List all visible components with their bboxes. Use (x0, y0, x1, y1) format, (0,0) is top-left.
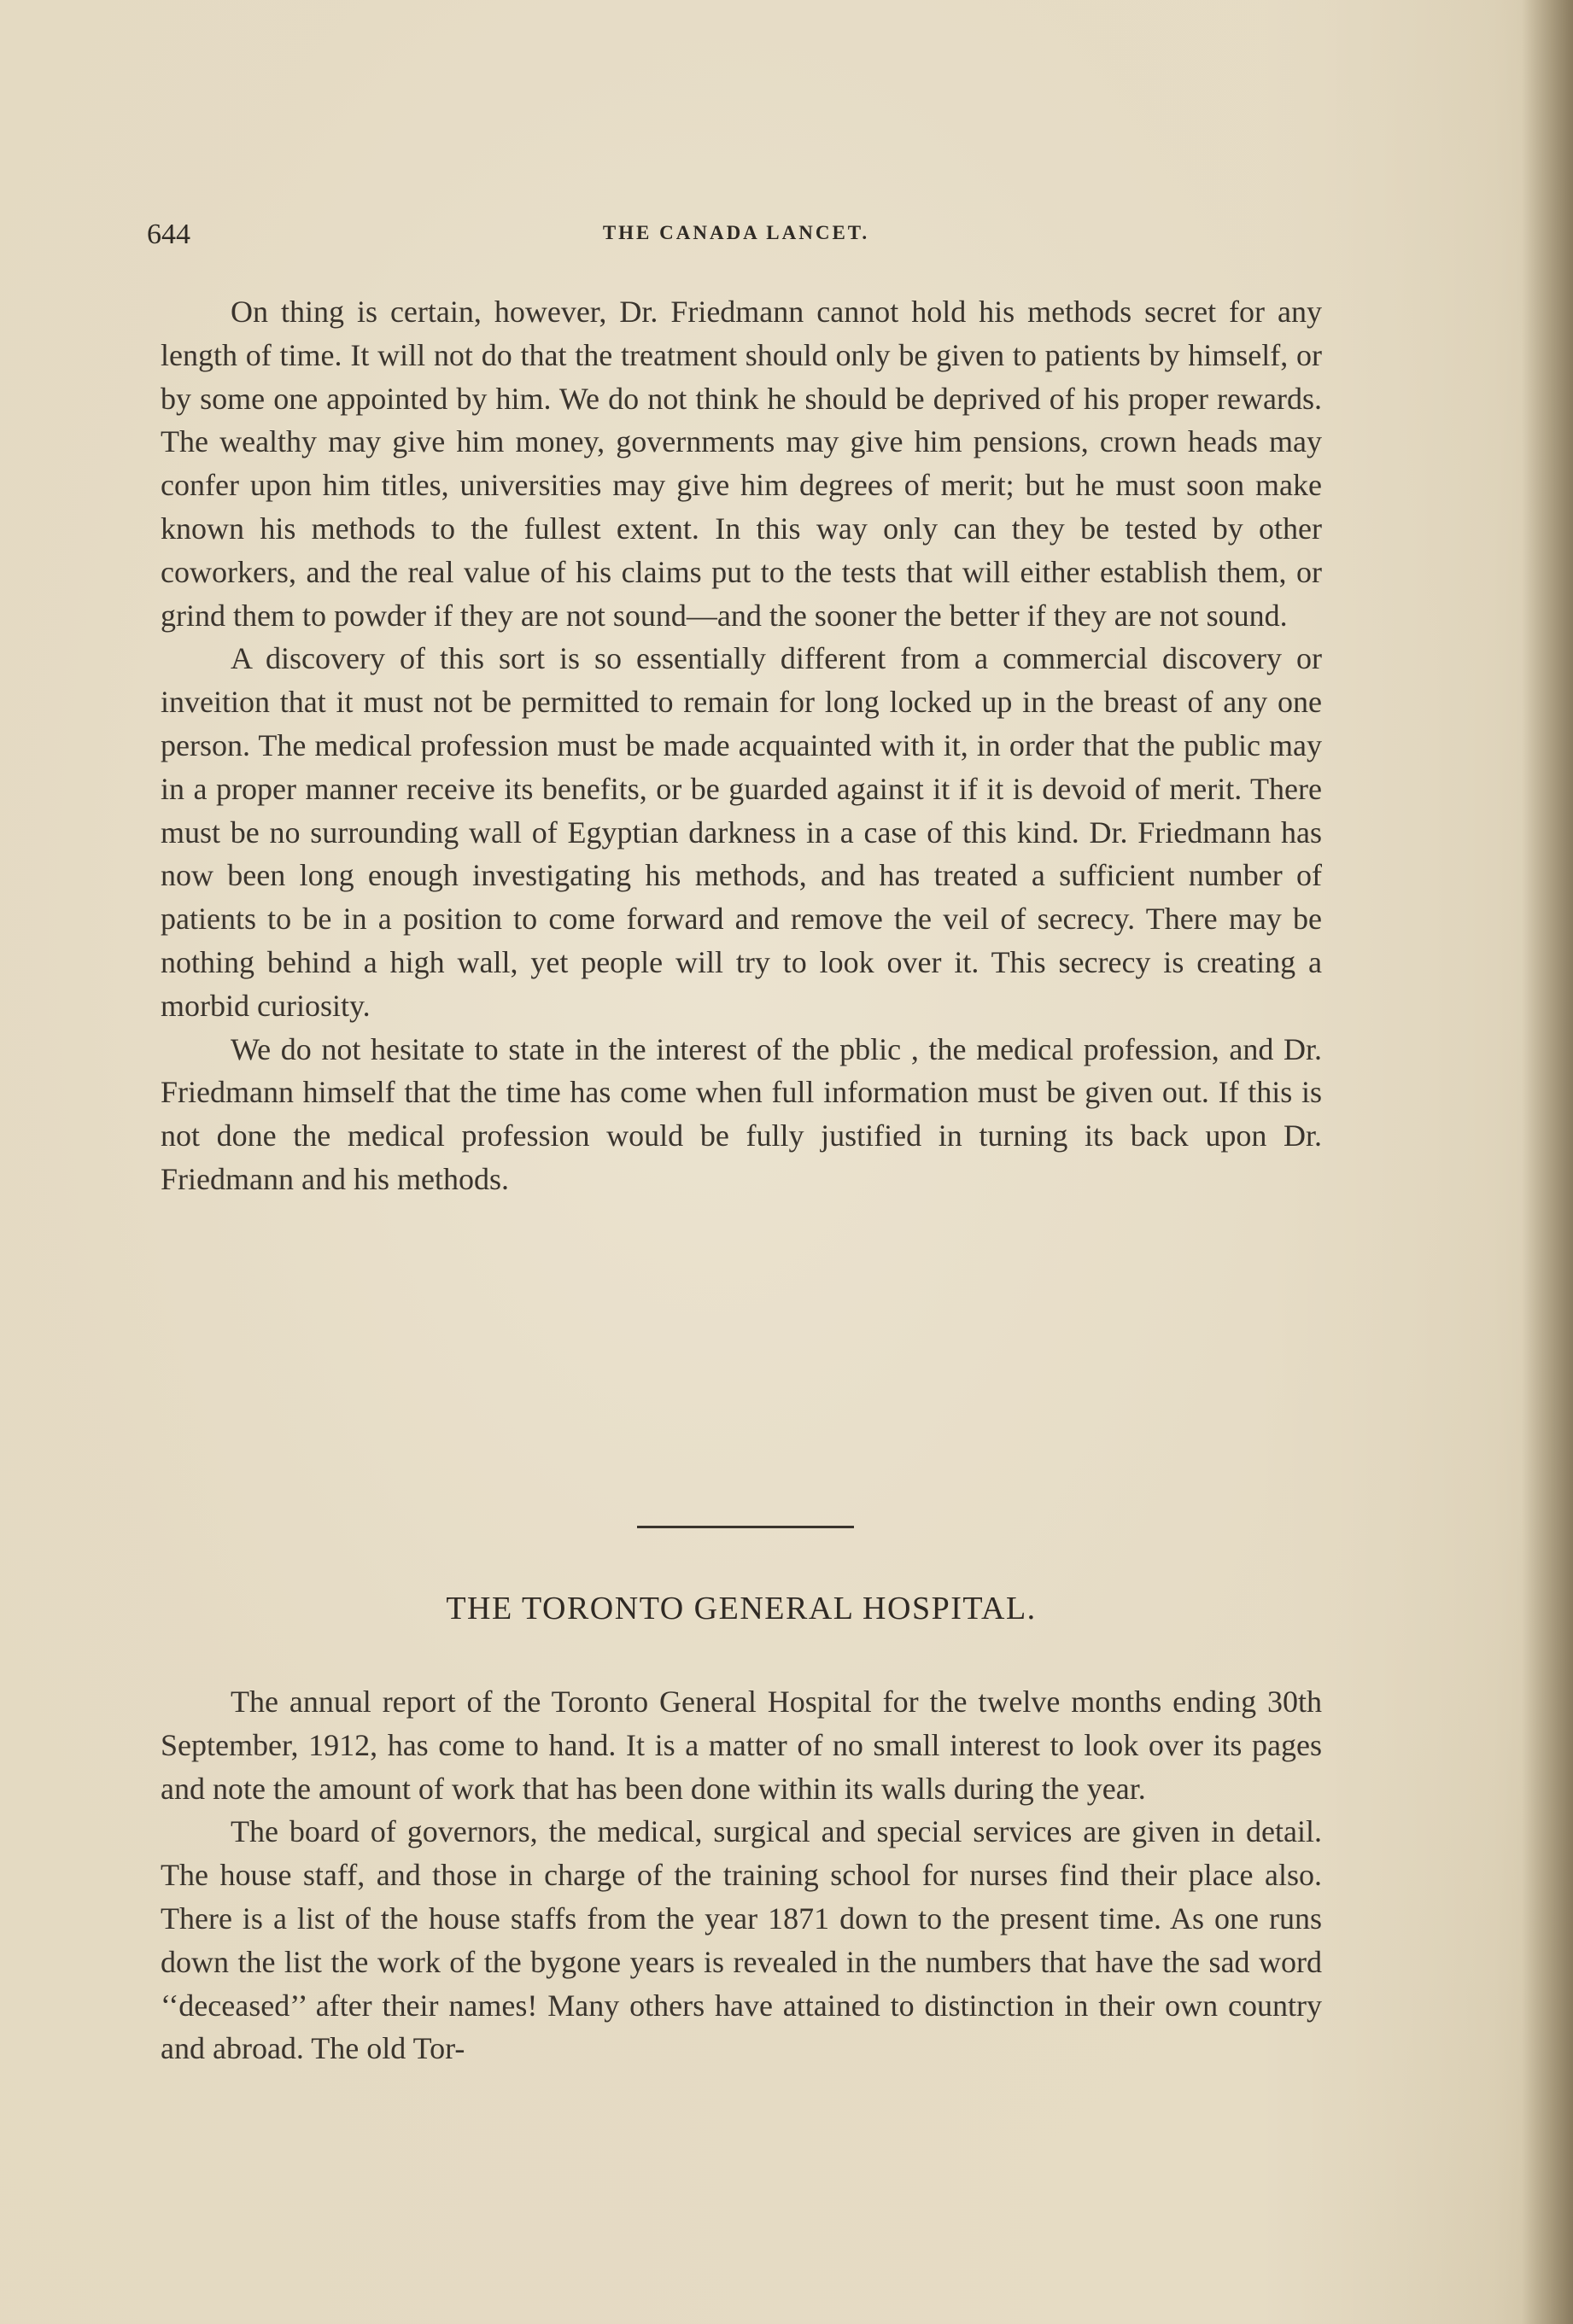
running-head: THE CANADA LANCET. (602, 222, 870, 243)
page-header (147, 212, 1325, 263)
paragraph: The board of governors, the medical, surgical and special services are given in detail. The house staff, and those in charge of the training school for nurses find their place also. There is a list of the house staffs from the year 1871 down to the present time. As one runs down the list the work of the bygone years is revealed in the numbers that have the sad word ‘‘deceased’’ after their names! Many others have attained to distinction in their own country and abroad. The old Tor- (161, 1814, 1322, 2066)
article-toronto-hospital (161, 1680, 1322, 2070)
page-edge-shadow (1522, 0, 1573, 2324)
section-divider (637, 1526, 854, 1528)
article-friedmann (161, 290, 1322, 1201)
paragraph: A discovery of this sort is so essentially different from a commercial discovery or inveition that it must not be permitted to remain for long locked up in the breast of any one person. The medical profession must be made acquainted with it, in order that the public may in a proper manner receive its benefits, or be guarded against it if it is devoid of merit. There must be no surrounding wall of Egyptian darkness in a case of this kind. Dr. Friedmann has now been long enough investigating his methods, and has treated a sufficient number of patients to be in a position to come forward and remove the veil of secrecy. There may be nothing behind a high wall, yet people will try to look over it. This secrecy is creating a morbid curiosity. (161, 641, 1322, 1023)
paragraph: On thing is certain, however, Dr. Friedmann cannot hold his methods secret for any length of time. It will not do that the treatment should only be given to patients by himself, or by some one appointed by him. We do not think he should be deprived of his proper rewards. The wealthy may give him money, governments may give him pensions, crown heads may confer upon him titles, universities may give him degrees of merit; but he must soon make known his methods to the fullest extent. In this way only can they be tested by other coworkers, and the real value of his claims put to the tests that will either establish them, or grind them to powder if they are not sound—and the sooner the better if they are not sound. (161, 295, 1322, 633)
page-number: 644 (147, 219, 190, 250)
paragraph: The annual report of the Toronto General Hospital for the twelve months ending 30th September, 1912, has come to hand. It is a matter of no small interest to look over its pages and note the amount of work that has been done within its walls during the year. (161, 1685, 1322, 1806)
section-title: THE TORONTO GENERAL HOSPITAL. (446, 1591, 1037, 1626)
paragraph: We do not hesitate to state in the interest of the pblic , the medical profession, and Dr. Friedmann himself that the time has come when full information must be given out. If this is not done the medical profession would be fully justified in turning its back upon Dr. Friedmann and his methods. (161, 1031, 1322, 1196)
